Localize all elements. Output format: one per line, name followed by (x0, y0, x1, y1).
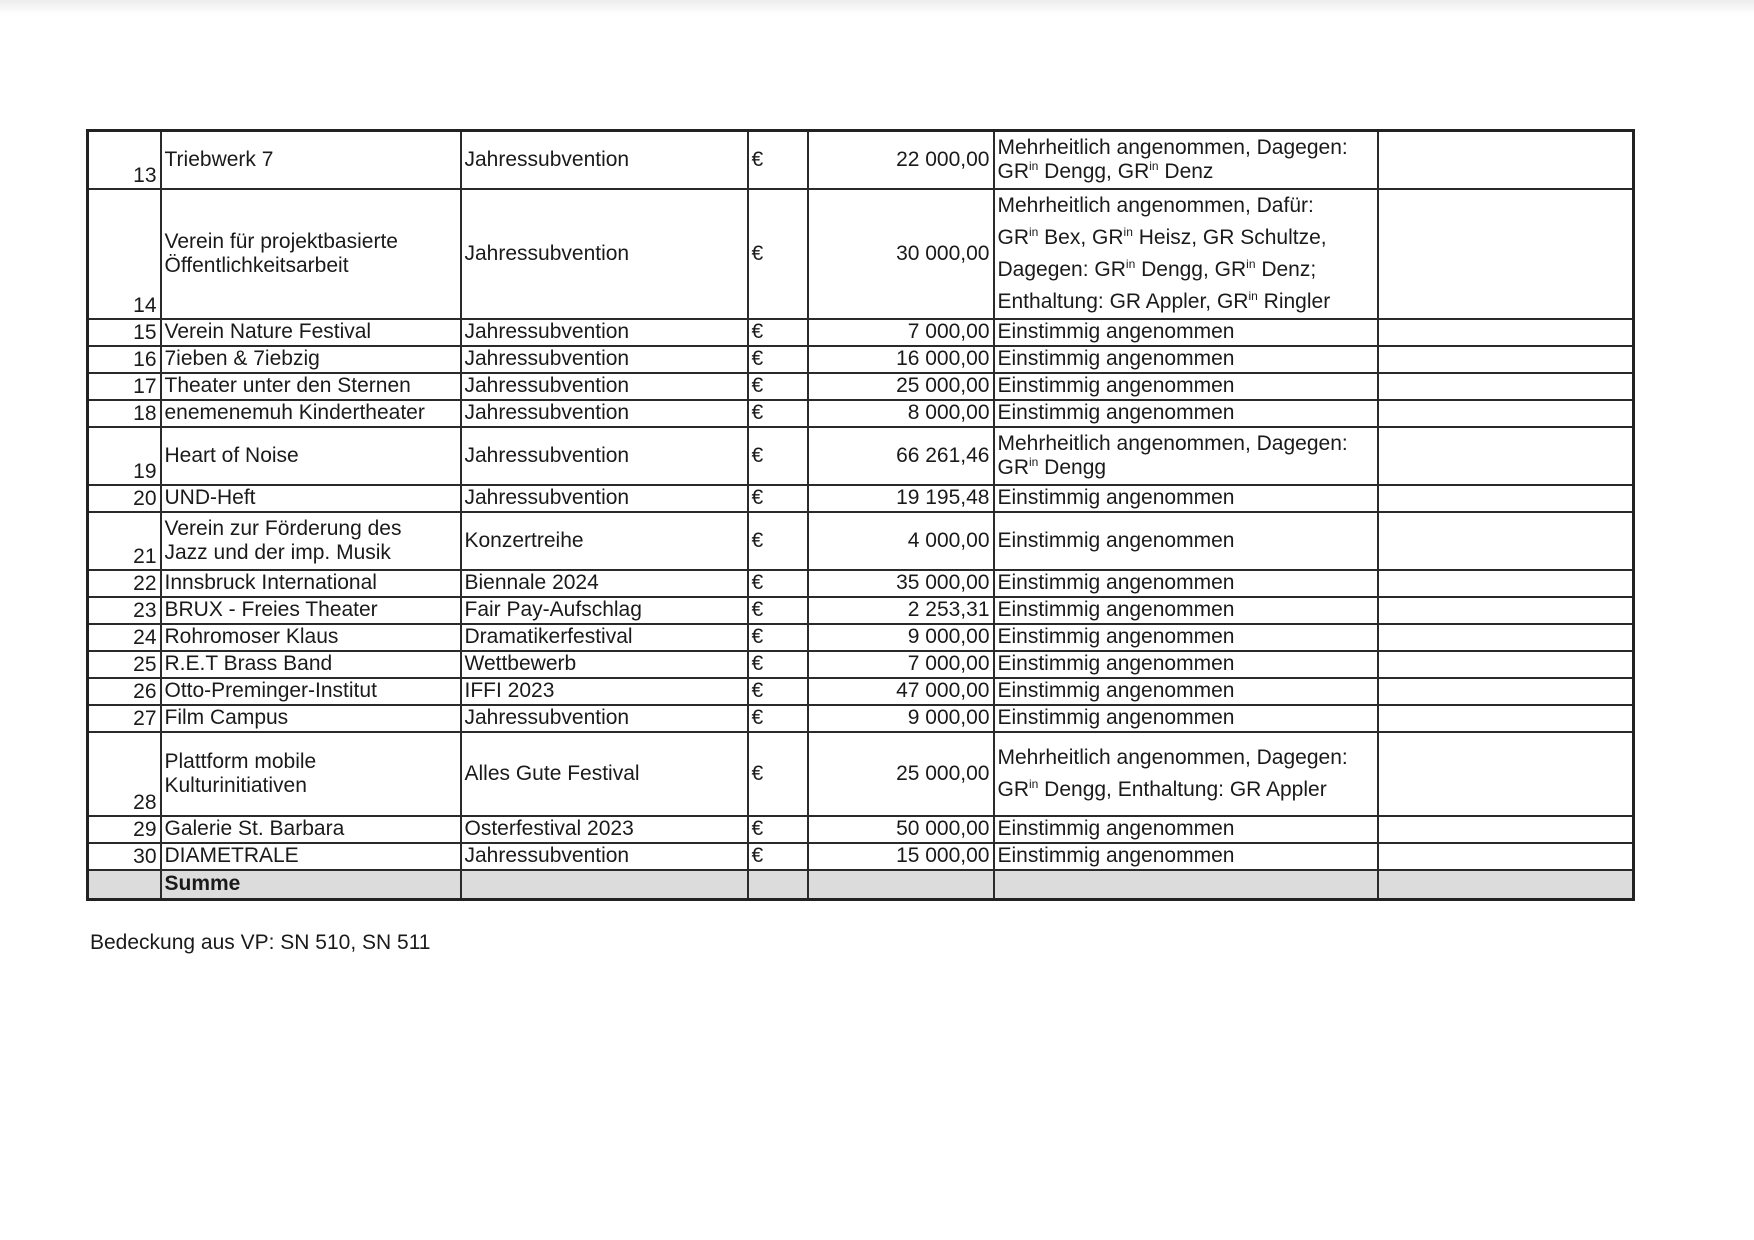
decision-line (998, 286, 1374, 318)
table-row (88, 346, 1634, 373)
amount: 9 000,00 (808, 624, 994, 651)
decision-superscript: in (1123, 224, 1133, 239)
table-row (88, 319, 1634, 346)
recipient-name-line: Theater unter den Sternen (164, 374, 411, 397)
recipient-name-line: DIAMETRALE (164, 844, 299, 867)
purpose: Jahressubvention (461, 131, 748, 189)
decision (994, 843, 1378, 870)
decision-line (998, 401, 1374, 425)
amount: 50 000,00 (808, 816, 994, 843)
decision-line (998, 347, 1374, 371)
decision-line (998, 652, 1374, 676)
purpose: Biennale 2024 (461, 570, 748, 597)
purpose: Wettbewerb (461, 651, 748, 678)
table-row (88, 624, 1634, 651)
purpose: Jahressubvention (461, 485, 748, 512)
amount: 9 000,00 (808, 705, 994, 732)
decision (994, 597, 1378, 624)
recipient-name-line: enemenemuh Kindertheater (164, 401, 425, 424)
decision-line (998, 222, 1374, 254)
decision (994, 346, 1378, 373)
amount: 7 000,00 (808, 319, 994, 346)
decision-line (998, 529, 1374, 553)
empty-cell (808, 870, 994, 900)
empty-cell (88, 870, 161, 900)
decision-line (998, 742, 1374, 774)
decision-superscript: in (1029, 454, 1039, 469)
recipient-name-line: Innsbruck International (164, 571, 377, 594)
amount: 25 000,00 (808, 373, 994, 400)
decision-text: GR (997, 455, 1029, 479)
decision (994, 400, 1378, 427)
decision-line (998, 571, 1374, 595)
row-number: 24 (88, 624, 161, 651)
decision-line (998, 432, 1374, 456)
currency: € (748, 651, 808, 678)
table-row (88, 678, 1634, 705)
currency: € (748, 346, 808, 373)
amount: 22 000,00 (808, 131, 994, 189)
purpose: Fair Pay-Aufschlag (461, 597, 748, 624)
decision-text: Einstimmig angenommen (997, 528, 1235, 552)
summary-row (88, 870, 1634, 900)
table-row (88, 512, 1634, 570)
recipient-name-line: Öffentlichkeitsarbeit (164, 253, 349, 277)
subsidy-table (86, 129, 1635, 901)
page-top-shade (0, 0, 1754, 14)
currency: € (748, 373, 808, 400)
empty-cell (1378, 189, 1634, 319)
decision-superscript: in (1248, 288, 1258, 303)
recipient-name (161, 678, 461, 705)
decision-line (998, 320, 1374, 344)
empty-cell (1378, 732, 1634, 816)
recipient-name-line: BRUX - Freies Theater (164, 598, 378, 621)
recipient-name (161, 732, 461, 816)
decision-text: Einstimmig angenommen (997, 817, 1235, 840)
decision (994, 131, 1378, 189)
recipient-name-line: Heart of Noise (164, 443, 299, 467)
decision-line (998, 486, 1374, 510)
currency: € (748, 843, 808, 870)
recipient-name (161, 131, 461, 189)
decision-text: GR (997, 225, 1029, 249)
table-row (88, 732, 1634, 816)
decision-line (998, 254, 1374, 286)
decision-text: Mehrheitlich angenommen, Dafür: (997, 193, 1314, 217)
amount: 16 000,00 (808, 346, 994, 373)
purpose: Jahressubvention (461, 400, 748, 427)
empty-cell (1378, 678, 1634, 705)
currency: € (748, 732, 808, 816)
decision-text: Einstimmig angenommen (997, 374, 1235, 397)
amount: 4 000,00 (808, 512, 994, 570)
row-number: 22 (88, 570, 161, 597)
table-row (88, 816, 1634, 843)
empty-cell (748, 870, 808, 900)
table-row (88, 131, 1634, 189)
recipient-name (161, 624, 461, 651)
decision-line (998, 817, 1374, 841)
decision (994, 624, 1378, 651)
decision-text: Dengg, GR (1135, 257, 1247, 281)
decision-text: Einstimmig angenommen (997, 706, 1235, 729)
summary-label: Summe (161, 870, 461, 900)
table-row (88, 485, 1634, 512)
table-row (88, 400, 1634, 427)
purpose: Jahressubvention (461, 705, 748, 732)
decision-line (998, 706, 1374, 730)
currency: € (748, 189, 808, 319)
amount: 7 000,00 (808, 651, 994, 678)
decision (994, 570, 1378, 597)
recipient-name (161, 346, 461, 373)
recipient-name-line: 7ieben & 7iebzig (164, 347, 320, 370)
decision (994, 319, 1378, 346)
purpose: Osterfestival 2023 (461, 816, 748, 843)
recipient-name-line: Plattform mobile (164, 749, 317, 773)
decision-text: Dengg, Enthaltung: GR Appler (1038, 777, 1327, 801)
recipient-name-line: Verein zur Förderung des (164, 516, 402, 540)
recipient-name (161, 705, 461, 732)
empty-cell (1378, 373, 1634, 400)
decision-line (998, 598, 1374, 622)
decision-text: Einstimmig angenommen (997, 571, 1235, 594)
decision-text: Dagegen: GR (997, 257, 1126, 281)
empty-cell (1378, 400, 1634, 427)
empty-cell (1378, 870, 1634, 900)
row-number: 13 (88, 131, 161, 189)
amount: 47 000,00 (808, 678, 994, 705)
amount: 25 000,00 (808, 732, 994, 816)
decision-text: Bex, GR (1038, 225, 1124, 249)
empty-cell (1378, 319, 1634, 346)
decision-superscript: in (1125, 256, 1136, 271)
decision-line (998, 160, 1374, 184)
row-number: 30 (88, 843, 161, 870)
purpose: Dramatikerfestival (461, 624, 748, 651)
decision-superscript: in (1246, 256, 1256, 271)
decision (994, 651, 1378, 678)
recipient-name (161, 400, 461, 427)
empty-cell (994, 870, 1378, 900)
recipient-name-line: Kulturinitiativen (164, 773, 307, 797)
recipient-name-line: R.E.T Brass Band (164, 652, 333, 675)
decision-text: Dengg (1038, 455, 1107, 479)
purpose: Konzertreihe (461, 512, 748, 570)
currency: € (748, 624, 808, 651)
table-row (88, 651, 1634, 678)
decision-text: Einstimmig angenommen (997, 347, 1235, 370)
empty-cell (1378, 651, 1634, 678)
decision-superscript: in (1029, 158, 1039, 173)
row-number: 26 (88, 678, 161, 705)
empty-cell (1378, 485, 1634, 512)
amount: 15 000,00 (808, 843, 994, 870)
row-number: 15 (88, 319, 161, 346)
recipient-name-line: Jazz und der imp. Musik (164, 540, 391, 564)
empty-cell (1378, 570, 1634, 597)
table-row (88, 570, 1634, 597)
decision-text: Einstimmig angenommen (997, 625, 1235, 648)
recipient-name-line: Rohromoser Klaus (164, 625, 339, 648)
amount: 35 000,00 (808, 570, 994, 597)
recipient-name (161, 843, 461, 870)
decision-line (998, 844, 1374, 868)
decision-line (998, 190, 1374, 222)
row-number: 23 (88, 597, 161, 624)
currency: € (748, 485, 808, 512)
decision-text: Einstimmig angenommen (997, 844, 1235, 867)
decision-text: GR (997, 159, 1029, 183)
row-number: 28 (88, 732, 161, 816)
row-number: 25 (88, 651, 161, 678)
recipient-name-line: Triebwerk 7 (164, 147, 274, 171)
recipient-name (161, 427, 461, 485)
decision-text: Einstimmig angenommen (997, 679, 1235, 702)
recipient-name (161, 485, 461, 512)
purpose: Jahressubvention (461, 189, 748, 319)
recipient-name (161, 816, 461, 843)
recipient-name-line: Verein Nature Festival (164, 320, 372, 343)
decision-line (998, 625, 1374, 649)
decision-superscript: in (1029, 224, 1039, 239)
row-number: 19 (88, 427, 161, 485)
currency: € (748, 319, 808, 346)
currency: € (748, 427, 808, 485)
row-number: 16 (88, 346, 161, 373)
decision-text: Enthaltung: GR Appler, GR (997, 289, 1249, 313)
table-row (88, 705, 1634, 732)
recipient-name-line: Galerie St. Barbara (164, 817, 345, 840)
empty-cell (1378, 816, 1634, 843)
table-row (88, 597, 1634, 624)
currency: € (748, 678, 808, 705)
currency: € (748, 400, 808, 427)
amount: 19 195,48 (808, 485, 994, 512)
decision (994, 678, 1378, 705)
decision-superscript: in (1149, 158, 1159, 173)
purpose: Jahressubvention (461, 346, 748, 373)
table-row (88, 189, 1634, 319)
decision-text: Ringler (1257, 289, 1331, 313)
recipient-name-line: UND-Heft (164, 486, 256, 509)
purpose: IFFI 2023 (461, 678, 748, 705)
decision-text: Einstimmig angenommen (997, 401, 1235, 424)
table-row (88, 843, 1634, 870)
recipient-name (161, 512, 461, 570)
amount: 8 000,00 (808, 400, 994, 427)
amount: 2 253,31 (808, 597, 994, 624)
recipient-name (161, 189, 461, 319)
currency: € (748, 816, 808, 843)
purpose: Alles Gute Festival (461, 732, 748, 816)
decision (994, 732, 1378, 816)
purpose: Jahressubvention (461, 427, 748, 485)
decision-text: Heisz, GR Schultze, (1132, 225, 1327, 249)
purpose: Jahressubvention (461, 319, 748, 346)
amount: 66 261,46 (808, 427, 994, 485)
decision-text: Denz; (1255, 257, 1317, 281)
decision-text: Einstimmig angenommen (997, 598, 1235, 621)
decision-text: Mehrheitlich angenommen, Dagegen: (997, 431, 1348, 455)
row-number: 14 (88, 189, 161, 319)
decision-text: Mehrheitlich angenommen, Dagegen: (997, 135, 1348, 159)
decision-text: Einstimmig angenommen (997, 320, 1235, 343)
recipient-name (161, 570, 461, 597)
decision-line (998, 774, 1374, 806)
row-number: 20 (88, 485, 161, 512)
empty-cell (461, 870, 748, 900)
row-number: 17 (88, 373, 161, 400)
empty-cell (1378, 705, 1634, 732)
decision (994, 189, 1378, 319)
currency: € (748, 705, 808, 732)
table-row (88, 427, 1634, 485)
amount: 30 000,00 (808, 189, 994, 319)
table-row (88, 373, 1634, 400)
row-number: 27 (88, 705, 161, 732)
empty-cell (1378, 843, 1634, 870)
decision-text: Dengg, GR (1038, 159, 1150, 183)
decision-text: Denz (1158, 159, 1214, 183)
decision-text: GR (997, 777, 1029, 801)
currency: € (748, 597, 808, 624)
empty-cell (1378, 624, 1634, 651)
subsidy-table-body (88, 131, 1634, 900)
decision (994, 485, 1378, 512)
empty-cell (1378, 597, 1634, 624)
purpose: Jahressubvention (461, 373, 748, 400)
decision (994, 373, 1378, 400)
funding-note: Bedeckung aus VP: SN 510, SN 511 (90, 931, 431, 954)
decision-line (998, 456, 1374, 480)
recipient-name-line: Film Campus (164, 706, 289, 729)
decision (994, 705, 1378, 732)
decision-text: Mehrheitlich angenommen, Dagegen: (997, 745, 1348, 769)
recipient-name-line: Verein für projektbasierte (164, 229, 398, 253)
recipient-name (161, 651, 461, 678)
row-number: 29 (88, 816, 161, 843)
decision-line (998, 136, 1374, 160)
row-number: 21 (88, 512, 161, 570)
decision-line (998, 374, 1374, 398)
decision (994, 427, 1378, 485)
decision (994, 512, 1378, 570)
decision-line (998, 679, 1374, 703)
row-number: 18 (88, 400, 161, 427)
purpose: Jahressubvention (461, 843, 748, 870)
recipient-name (161, 319, 461, 346)
empty-cell (1378, 346, 1634, 373)
recipient-name-line: Otto-Preminger-Institut (164, 679, 377, 702)
currency: € (748, 512, 808, 570)
recipient-name (161, 373, 461, 400)
currency: € (748, 131, 808, 189)
decision-text: Einstimmig angenommen (997, 652, 1235, 675)
recipient-name (161, 597, 461, 624)
decision-superscript: in (1029, 776, 1039, 791)
decision-text: Einstimmig angenommen (997, 486, 1235, 509)
empty-cell (1378, 131, 1634, 189)
empty-cell (1378, 512, 1634, 570)
empty-cell (1378, 427, 1634, 485)
currency: € (748, 570, 808, 597)
decision (994, 816, 1378, 843)
